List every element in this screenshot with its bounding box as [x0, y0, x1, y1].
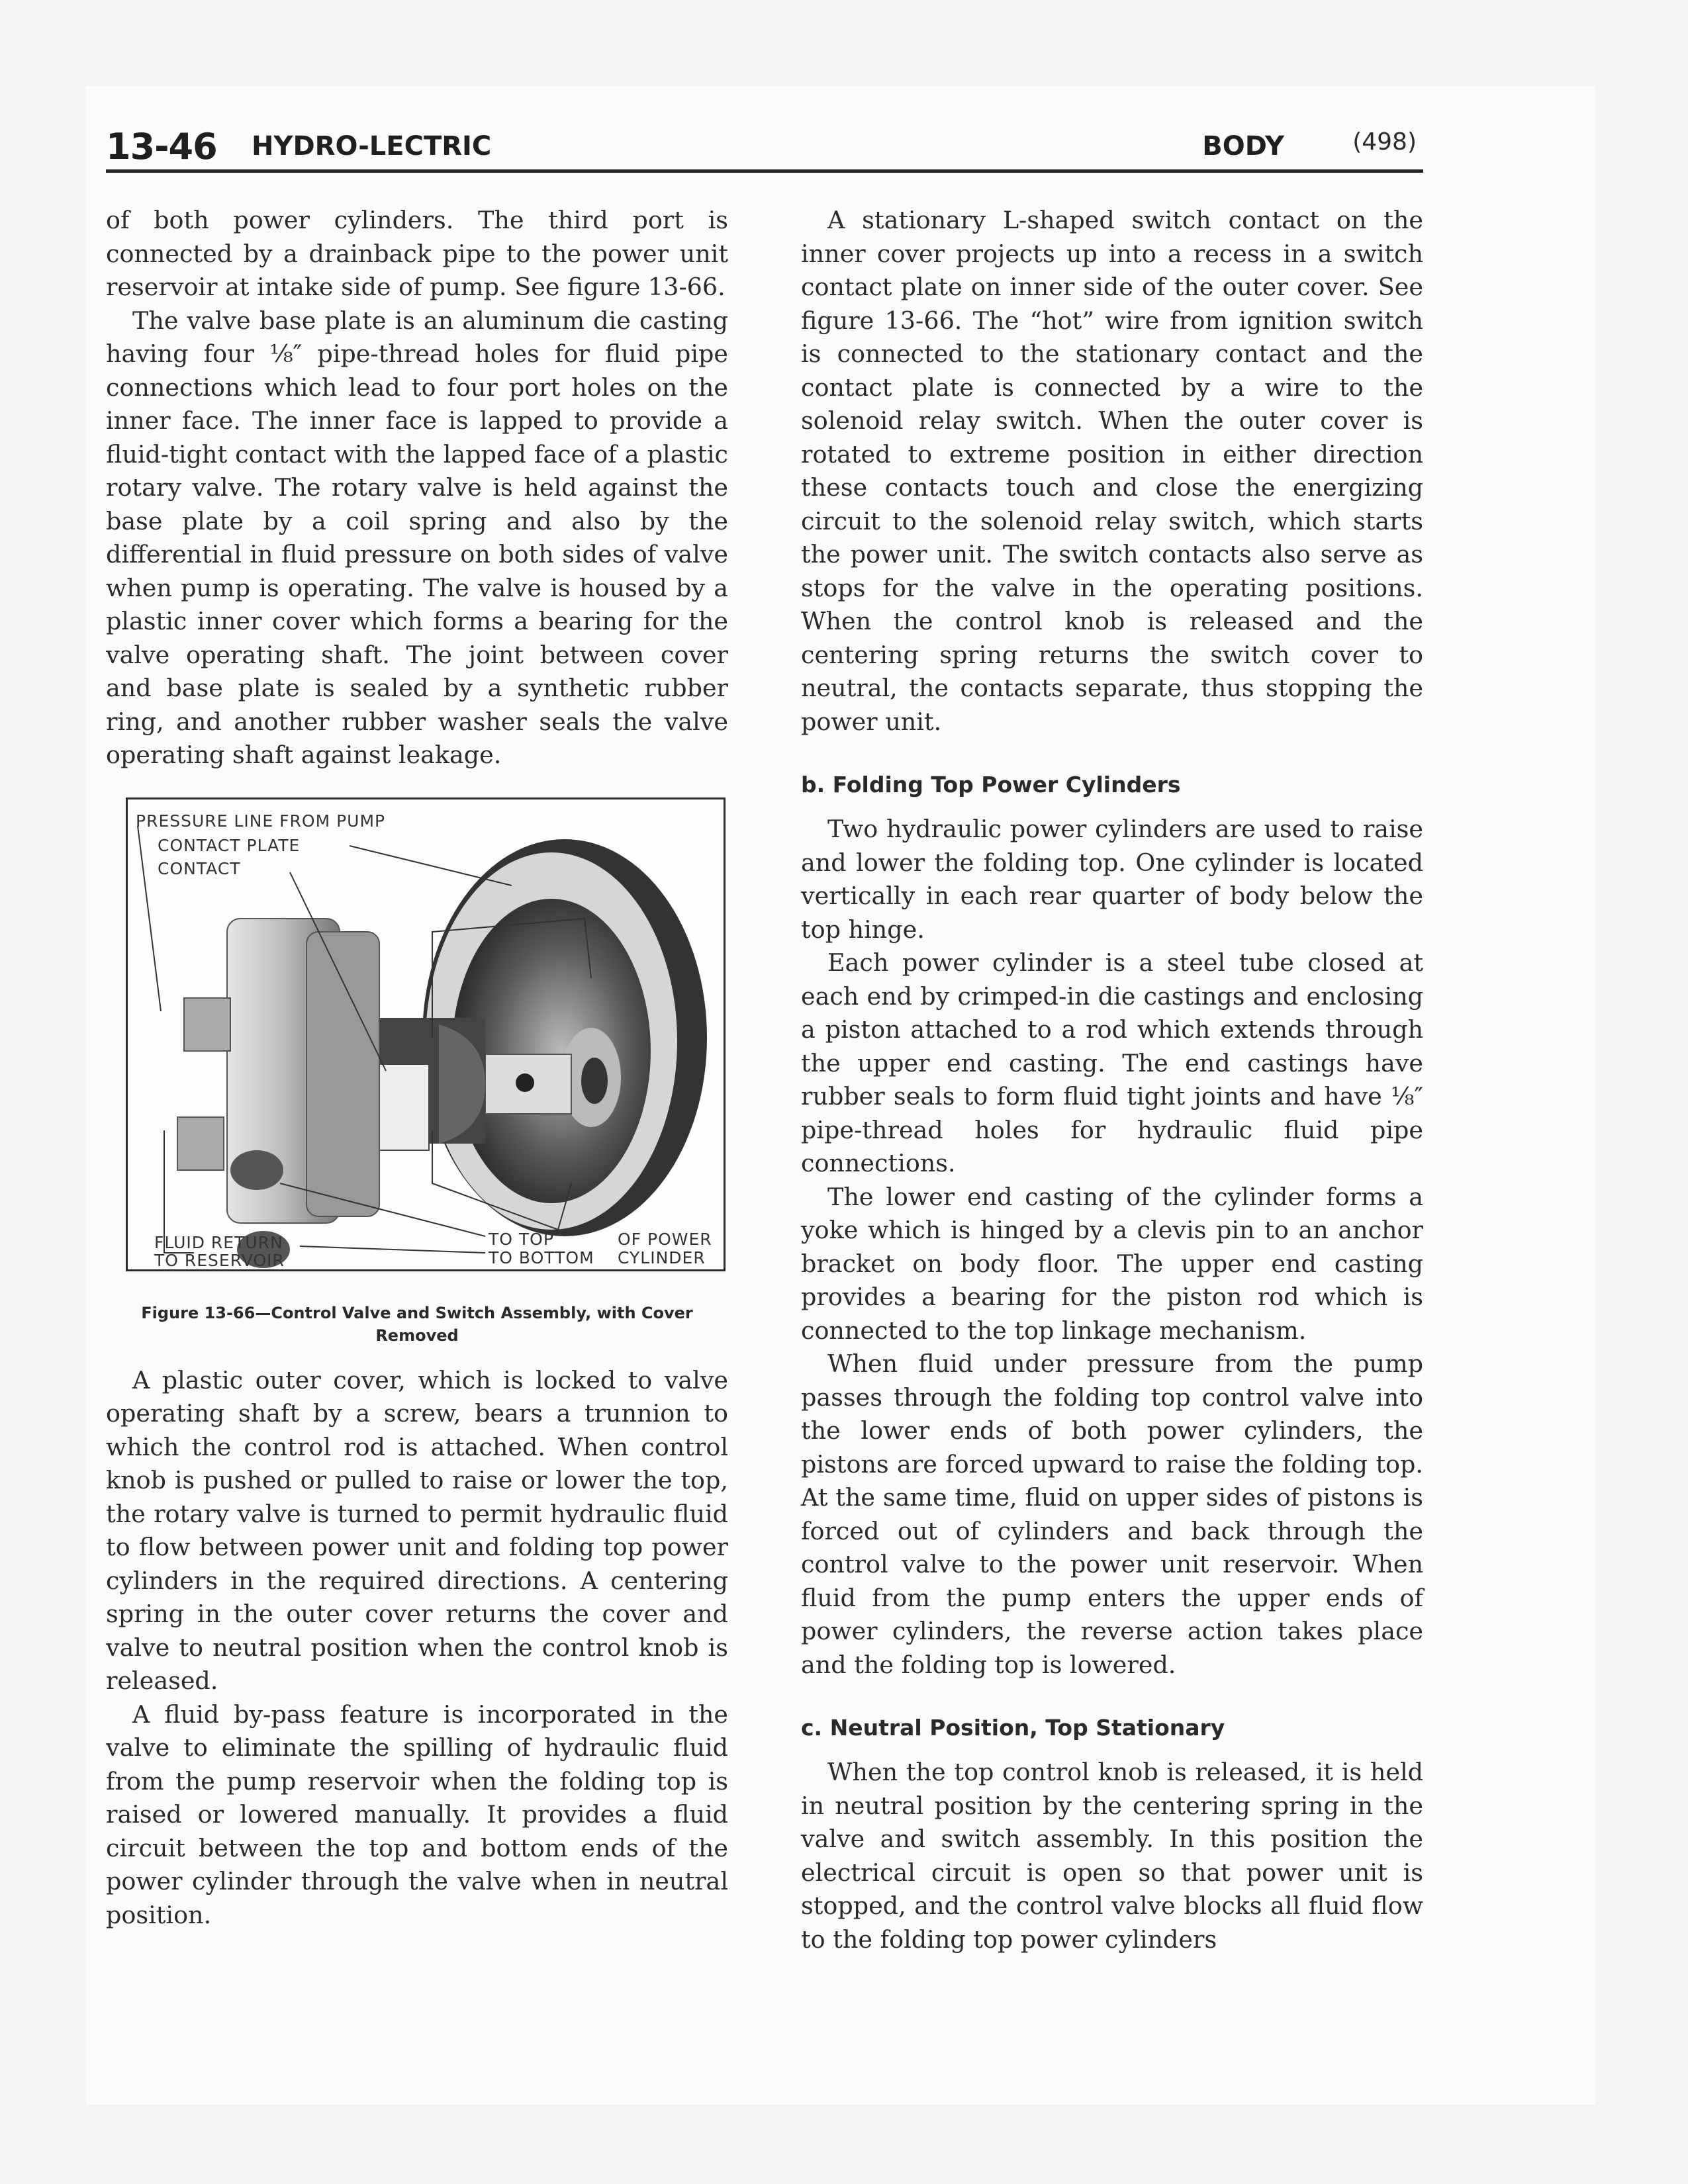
label-pressure-line: PRESSURE LINE FROM PUMP	[136, 811, 386, 831]
right-column	[801, 204, 1423, 1956]
label-fluid-return: FLUID RETURN	[154, 1232, 283, 1252]
paragraph: Two hydraulic power cylinders are used to raise and lower the folding top. One cylinder is located vertically in each rear quarter of body below the top hinge.	[801, 815, 1423, 944]
section-heading-b: b. Folding Top Power Cylinders	[801, 772, 1181, 797]
header-rule	[106, 169, 1423, 173]
paragraph: A plastic outer cover, which is locked to valve operating shaft by a screw, bears a trunnion to which the control rod is attached. When control knob is pushed or pulled to raise or lower the top, the rotary valve is turned to permit hydraulic fluid to flow between power unit and folding top power cylinders in the required directions. A centering spring in the outer cover returns the cover and valve to neutral position when the control knob is released.	[106, 1365, 728, 1695]
figure-13-66	[126, 797, 726, 1271]
label-to-top: TO TOP	[489, 1229, 554, 1249]
sequence-page-number: (498)	[1352, 128, 1417, 156]
section-heading-c: c. Neutral Position, Top Stationary	[801, 1715, 1225, 1741]
label-to-bottom: TO BOTTOM	[489, 1248, 594, 1267]
page-number: 13-46	[106, 126, 217, 167]
chapter-title: BODY	[1202, 131, 1284, 161]
section-title: HYDRO-LECTRIC	[252, 131, 492, 161]
paragraph: The valve base plate is an aluminum die casting having four ⅛″ pipe-thread holes for fluid pipe connections which lead to four port holes on the inner face. The inner face is lapped to provide a fluid-tight contact with the lapped face of a plastic rotary valve. The rotary valve is held against the base plate by a coil spring and also by the differential in fluid pressure on both sides of valve when pump is operating. The valve is housed by a plastic inner cover which forms a bearing for the valve operating shaft. The joint between cover and base plate is sealed by a synthetic rubber ring, and another rubber washer seals the valve operating shaft against leakage.	[106, 306, 728, 769]
paragraph: Each power cylinder is a steel tube closed at each end by crimped-in die castings and enclosing a piston attached to a rod which extends through the upper end casting. The end castings have rubber seals to form fluid tight joints and have ⅛″ pipe-thread holes for hydraulic fluid pipe connections.	[801, 948, 1423, 1177]
paragraph: A stationary L-shaped switch contact on the inner cover projects up into a recess in a switch contact plate on inner side of the outer cover. See figure 13-66. The “hot” wire from ignition switch is connected to the stationary contact and the contact plate is connected by a wire to the solenoid relay switch. When the outer cover is rotated to extreme position in either direction these contacts touch and close the energizing circuit to the solenoid relay switch, which starts the power unit. The switch contacts also serve as stops for the valve in the operating positions. When the control knob is released and the centering spring returns the switch cover to neutral, the contacts separate, thus stopping the power unit.	[801, 206, 1423, 736]
label-contact: CONTACT	[158, 858, 241, 878]
figure-caption: Figure 13-66—Control Valve and Switch Assembly, with Cover Removed	[141, 1303, 693, 1345]
paragraph: When the top control knob is released, it is held in neutral position by the centering spring in the valve and switch assembly. In this position the electrical circuit is open so that power unit is stopped, and the control valve blocks all fluid flow to the folding top power cylinders	[801, 1758, 1423, 1954]
label-of-power: OF POWER	[618, 1229, 712, 1249]
paragraph: A fluid by-pass feature is incorporated in the valve to eliminate the spilling of hydraulic fluid from the pump reservoir when the folding top is raised or lowered manually. It provides a fluid circuit between the top and bottom ends of the power cylinder through the valve when in neutral position.	[106, 1700, 728, 1929]
label-to-reservoir: TO RESERVOIR	[154, 1250, 285, 1270]
paragraph: The lower end casting of the cylinder forms a yoke which is hinged by a clevis pin to an anchor bracket on body floor. The upper end casting provides a bearing for the piston rod which is connected to the top linkage mechanism.	[801, 1182, 1423, 1345]
label-contact-plate: CONTACT PLATE	[158, 835, 301, 855]
label-cylinder: CYLINDER	[618, 1248, 706, 1267]
left-column	[106, 204, 728, 1932]
paragraph: of both power cylinders. The third port is connected by a drainback pipe to the power unit reservoir at intake side of pump. See figure 13-66.	[106, 206, 728, 301]
paragraph: When fluid under pressure from the pump passes through the folding top control valve into the lower ends of both power cylinders, the pistons are forced upward to raise the folding top. At the same time, fluid on upper sides of pistons is forced out of cylinders and back through the control valve to the power unit reservoir. When fluid from the pump enters the upper ends of power cylinders, the reverse action takes place and the folding top is lowered.	[801, 1349, 1423, 1679]
